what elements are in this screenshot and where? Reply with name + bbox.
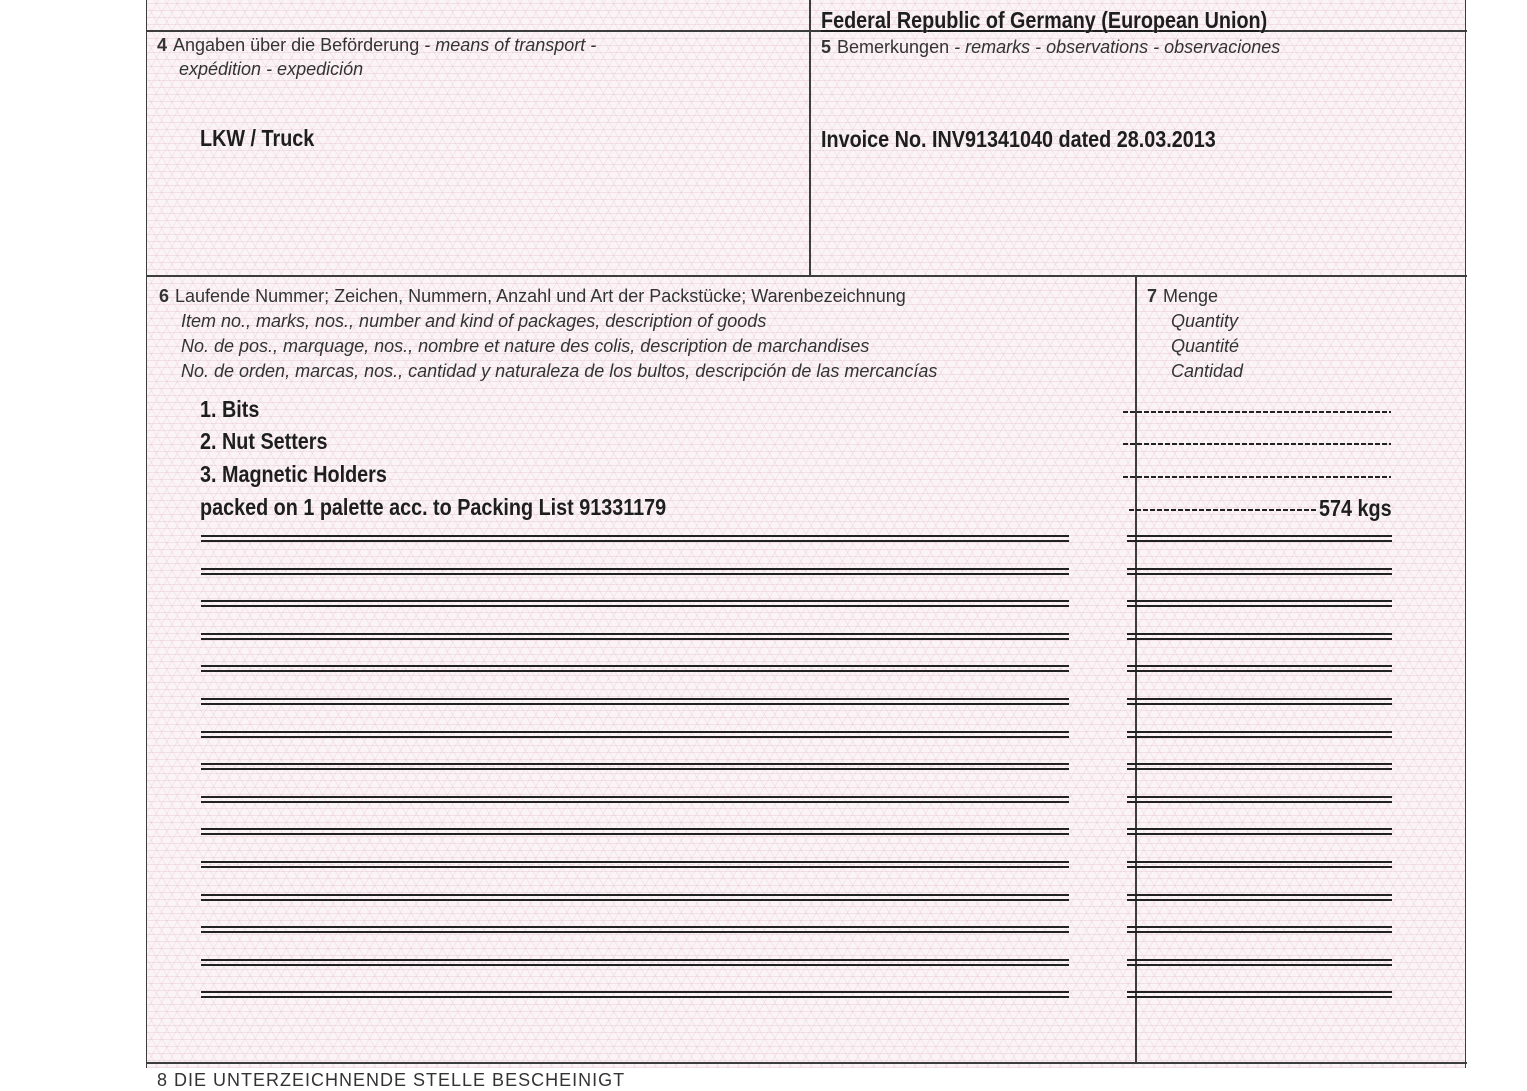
goods-filler-row: [201, 600, 1069, 607]
box7-label-es: Cantidad: [1171, 361, 1244, 381]
goods-filler-row: [201, 828, 1069, 835]
quantity-filler-row: [1127, 828, 1392, 835]
box8-label: 8 DIE UNTERZEICHNENDE STELLE BESCHEINIGT: [157, 1070, 626, 1090]
rule-box8-top: [147, 1062, 1467, 1064]
box6-label-es: No. de orden, marcas, nos., cantidad y naturaleza de los bultos, descripción de las mercancías: [181, 361, 938, 381]
box7-label-fr: Quantité: [1171, 336, 1240, 356]
quantity-filler-row: [1127, 796, 1392, 803]
goods-filler-row: [201, 894, 1069, 901]
quantity-filler-row: [1127, 535, 1392, 542]
certificate-form: [146, 0, 1466, 1090]
quantity-filler-row: [1127, 665, 1392, 672]
transport-value: LKW / Truck: [200, 125, 315, 151]
quantity-filler-row: [1127, 568, 1392, 575]
goods-filler-row: [201, 665, 1069, 672]
box4-number: 4: [157, 35, 168, 55]
quantity-filler-row: [1127, 926, 1392, 933]
country-heading: Federal Republic of Germany (European Union): [821, 7, 1268, 33]
box4-label-translations: - means of transport -: [424, 35, 597, 55]
box4-label: [157, 35, 596, 56]
quantity-filler-row-1: [1123, 411, 1391, 413]
quantity-filler-row: [1127, 731, 1392, 738]
goods-filler-row: [201, 926, 1069, 933]
goods-filler-row: [201, 535, 1069, 542]
rule-box4-5-divider: [809, 0, 811, 276]
goods-filler-row: [201, 796, 1069, 803]
quantity-filler-row: [1127, 894, 1392, 901]
box5-label: [821, 37, 1280, 58]
quantity-filler-row-2: [1123, 443, 1391, 445]
box6-label-en: Item no., marks, nos., number and kind of packages, description of goods: [181, 311, 767, 331]
goods-filler-row: [201, 991, 1069, 998]
goods-filler-row: [201, 861, 1069, 868]
quantity-filler-row: [1127, 600, 1392, 607]
quantity-filler-row: [1127, 991, 1392, 998]
box7-number: 7: [1147, 286, 1158, 306]
box7-label-de: 7 Menge: [1147, 286, 1219, 306]
box6-number: 6: [159, 286, 170, 306]
box5-label-de: Bemerkungen: [837, 37, 950, 57]
quantity-filler-row: [1127, 633, 1392, 640]
box5-number: 5: [821, 37, 832, 57]
rule-box6-top: [147, 275, 1467, 277]
box6-label-fr: No. de pos., marquage, nos., nombre et nature des colis, description de marchandises: [181, 336, 870, 356]
rule-header-bottom: [147, 30, 1467, 32]
goods-item-3: 3. Magnetic Holders: [200, 461, 387, 487]
goods-filler-row: [201, 763, 1069, 770]
goods-item-2: 2. Nut Setters: [200, 428, 328, 454]
packing-note: packed on 1 palette acc. to Packing List 91331179: [200, 494, 667, 520]
remarks-value: Invoice No. INV91341040 dated 28.03.2013: [821, 126, 1216, 152]
box4-label-line2: expédition - expedición: [179, 59, 364, 79]
quantity-filler-row: [1127, 861, 1392, 868]
goods-filler-row: [201, 568, 1069, 575]
quantity-filler-row: [1127, 959, 1392, 966]
quantity-value: 574 kgs: [1319, 495, 1392, 521]
goods-filler-row: [201, 698, 1069, 705]
goods-filler-row: [201, 633, 1069, 640]
quantity-filler-row-3: [1123, 476, 1391, 478]
quantity-filler-row-4: [1129, 509, 1317, 511]
box6-label-de: 6 Laufende Nummer; Zeichen, Nummern, Anzahl und Art der Packstücke; Warenbezeichnung: [159, 286, 906, 306]
box7-label-en: Quantity: [1171, 311, 1239, 331]
quantity-filler-row: [1127, 763, 1392, 770]
goods-filler-row: [201, 731, 1069, 738]
box5-label-translations: - remarks - observations - observaciones: [954, 37, 1281, 57]
box4-label-de: Angaben über die Beförderung: [173, 35, 420, 55]
goods-item-1: 1. Bits: [200, 396, 260, 422]
quantity-filler-row: [1127, 698, 1392, 705]
goods-filler-row: [201, 959, 1069, 966]
